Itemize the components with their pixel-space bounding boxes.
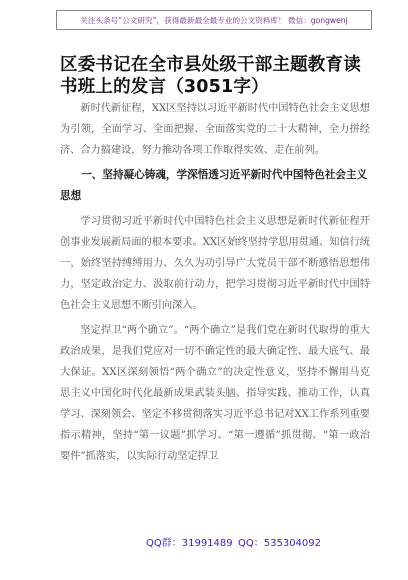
document-title: 区委书记在全市县处级干部主题教育读书班上的发言（3051字） <box>60 55 361 97</box>
contact-footer <box>60 534 370 554</box>
body-paragraph: 坚定捍卫“两个确立”。“两个确立”是我们党在新时代取得的重大政治成果，是我们党应对一切不确定性的最大确定性、最大底气、最大保证。XX区深刻领悟“两个确立”的决定性意义，坚持不懈用马克思主义中国化时代化最新成果武装头脑、指导实践、推动工作，认真学习、深刻领会、坚定不移贯彻落实习近平总书记对XX工作系列重要指示精神，坚持“第一议题”抓学习、“第一遵循”抓贯彻、“第一政治要件”抓落实，以实际行动坚定捍卫 <box>60 325 370 462</box>
promo-banner <box>56 10 372 30</box>
intro-paragraph: 新时代新征程，XX区坚持以习近平新时代中国特色社会主义思想为引领，全面学习、全面把握、全面落实党的二十大精神，全力拼经济、合力搞建设，努力推动各项工作取得实效、走在前列。 <box>60 103 370 156</box>
section-heading-1: 一、坚持凝心铸魂，学深悟透习近平新时代中国特色社会主义思想 <box>60 169 368 202</box>
qq-group-label: QQ群：31991489 <box>146 538 233 549</box>
qq-contact-label: QQ：535304092 <box>238 538 322 549</box>
document-body <box>60 98 370 467</box>
body-paragraph: 学习贯彻习近平新时代中国特色社会主义思想是新时代新征程开创事业发展新局面的根本要求。XX区始终坚持学思用贯通、知信行统一，始终坚持缚缚用力、久久为功引导广大党员干部不断感悟思想伟力，坚定政治定力、汲取前行动力，把学习贯彻习近平新时代中国特色社会主义思想不断引向深入。 <box>60 216 370 311</box>
promo-banner-text: 关注头条号“公文研究”，获得最新最全最专业的公文资料库！ 微信：gongwenj <box>80 15 348 25</box>
